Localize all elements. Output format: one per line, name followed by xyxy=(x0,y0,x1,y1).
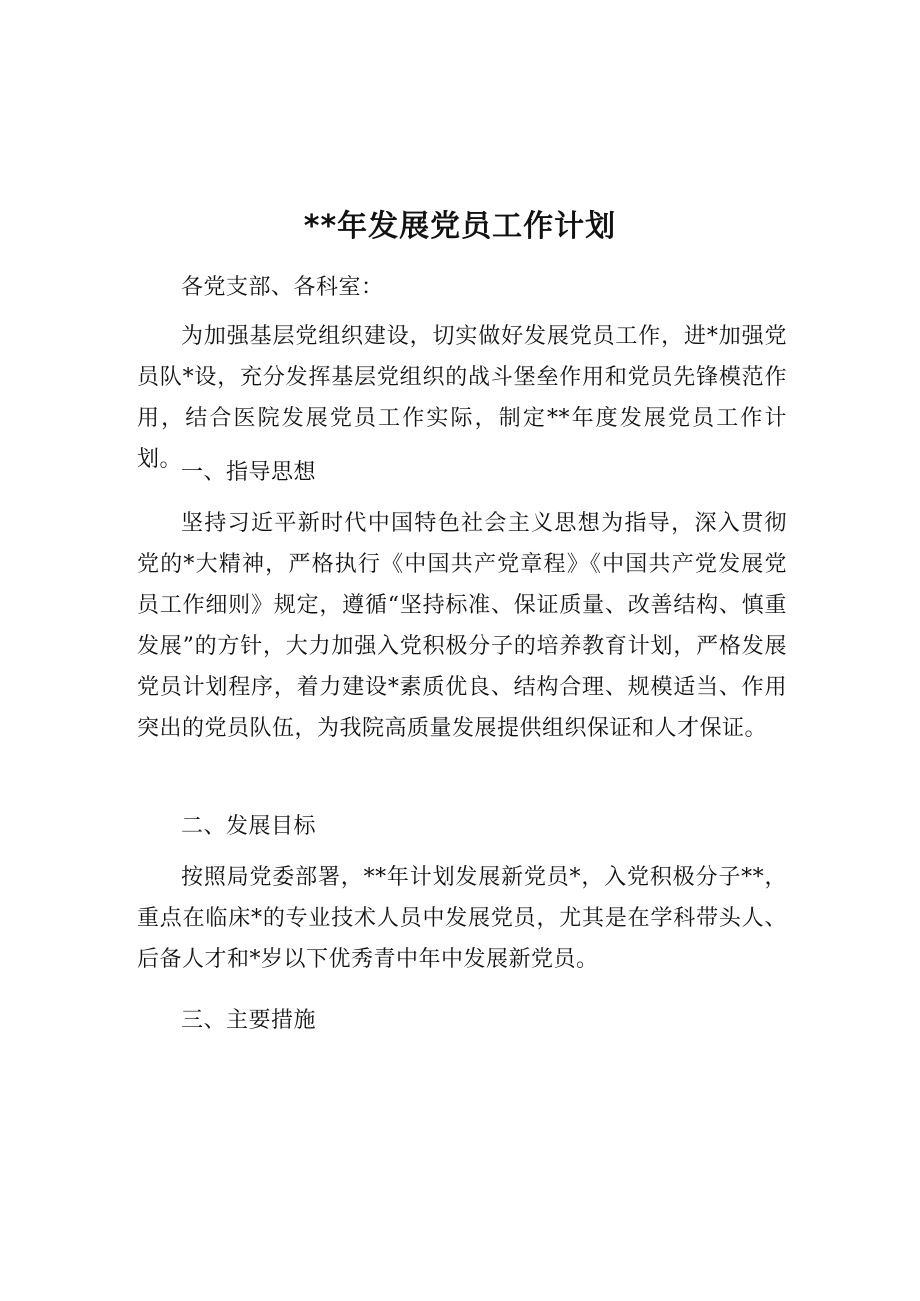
section-heading-main-measures: 三、主要措施 xyxy=(181,1008,317,1033)
section-body-development-goals: 按照局党委部署，**年计划发展新党员*，入党积极分子**，重点在临床*的专业技术人员中发展党员，尤其是在学科带头人、后备人才和*岁以下优秀青中年中发展新党员。 xyxy=(137,865,787,972)
section-heading-development-goals: 二、发展目标 xyxy=(181,814,317,839)
section-body-guiding-ideology: 坚持习近平新时代中国特色社会主义思想为指导，深入贯彻党的*大精神，严格执行《中国共产党章程》《中国共产党发展党员工作细则》规定，遵循“坚持标准、保证质量、改善结构、慎重发展”的方针，大力加强入党积极分子的培养教育计划，严格发展党员计划程序，着力建设*素质优良、结构合理、规模适当、作用突出的党员队伍，为我院高质量发展提供组织保证和人才保证。 xyxy=(137,511,787,741)
section-heading-guiding-ideology: 一、指导思想 xyxy=(181,460,317,485)
intro-paragraph: 为加强基层党组织建设，切实做好发展党员工作，进*加强党员队*设，充分发挥基层党组织的战斗堡垒作用和党员先锋模范作用，结合医院发展党员工作实际，制定**年度发展党员工作计划。 xyxy=(137,324,787,472)
salutation: 各党支部、各科室： xyxy=(181,275,384,300)
document-title: **年发展党员工作计划 xyxy=(303,209,617,244)
